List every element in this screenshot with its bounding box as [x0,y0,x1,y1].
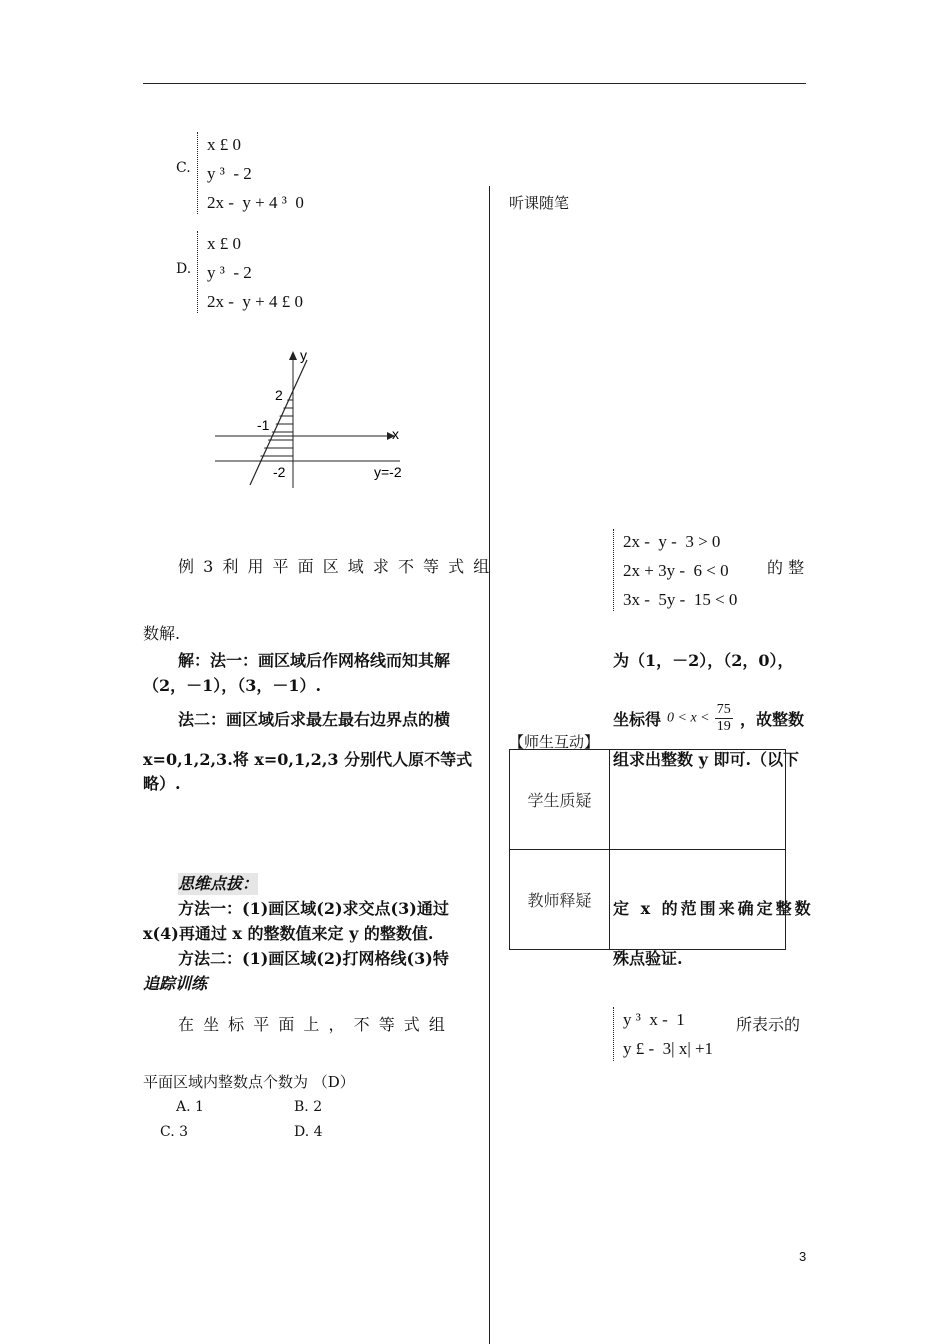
verify-line: 殊点验证. [613,949,683,968]
integer-line: 组求出整数 y 即可.（以下 [613,750,800,769]
system-line: x £ 0 [207,135,241,154]
line-label: y=-2 [374,464,402,480]
frac-left: 0 < x < [667,710,710,726]
fraction-expression [667,702,733,735]
page-number: 3 [799,1249,807,1264]
system-line: 2x - y + 4 £ 0 [207,292,303,311]
header-rule [143,83,806,84]
brace [197,132,204,214]
answer-c: C. 3 [160,1124,189,1140]
option-d-system [197,229,303,316]
system2-suffix: 所表示的 [736,1015,801,1034]
x-axis-label: x [392,426,399,442]
thinking-line: 方法一：(1)画区域(2)求交点(3)通过 [178,899,449,918]
option-c-system [197,130,304,217]
tick-label-minus-2: -2 [273,464,286,480]
answer-b: B. 2 [294,1099,323,1115]
coord-prefix: 坐标得 [613,710,662,729]
points-line: 为（1，－2），（2，0）， [613,651,794,670]
thinking-line: x(4)再通过 x 的整数值来定 y 的整数值. [143,924,434,943]
row-label-student-questions: 学生质疑 [510,750,610,850]
example-3-line: 数解. [143,624,181,643]
tick-label-2: 2 [275,387,283,403]
method2-line: x=0,1,2,3.将 x=0,1,2,3 分别代人原不等式 [143,750,473,769]
y-axis-label: y [300,347,307,363]
interaction-title: 【师生互动】 [509,733,600,751]
system-line: y ³ - 2 [207,164,252,183]
system-line: y ³ - 2 [207,263,252,282]
tick-label-minus-1: -1 [257,417,270,433]
thinking-title: 思维点拔： [178,874,259,893]
method2-line: 略）. [143,774,181,793]
tracking-title: 追踪训练 [143,974,208,993]
option-d-label: D. [176,261,192,277]
system-line: x £ 0 [207,234,241,253]
answer-a: A. 1 [176,1099,204,1115]
answer-d: D. 4 [294,1124,323,1140]
system-1 [613,527,737,614]
coord-suffix: ，故整数 [740,710,805,729]
column-divider [489,186,490,1344]
system-2 [613,1005,713,1063]
system-line: y ³ x - 1 [623,1010,685,1029]
system-line: 3x - 5y - 15 < 0 [623,590,738,609]
tracking-line: 平面区域内整数点个数为 （D） [143,1073,355,1091]
fraction [715,702,733,735]
brace [613,529,620,611]
notes-label: 听课随笔 [509,194,570,212]
y-axis-arrow [289,351,297,360]
determine-line: 定 x 的范围来确定整数 [613,899,814,918]
row-label-teacher-answers: 教师释疑 [510,850,610,950]
region-graph [205,340,420,490]
frac-denominator: 19 [716,719,731,734]
brace [197,231,204,313]
solution-line: （2，－1），（3，－1）. [143,676,322,695]
system-line: 2x - y + 4 ³ 0 [207,193,304,212]
tracking-line: 在 坐 标 平 面 上 ， 不 等 式 组 [178,1015,447,1034]
frac-numerator: 75 [716,702,731,717]
system-line: 2x + 3y - 6 < 0 [623,561,729,580]
system-line: y £ - 3| x| +1 [623,1039,714,1058]
option-c-label: C. [176,160,191,176]
brace [613,1007,620,1061]
example-3-line: 例 3 利 用 平 面 区 域 求 不 等 式 组 [178,557,492,576]
method2-line: 法二：画区域后求最左最右边界点的横 [178,710,451,729]
thinking-line: 方法二：(1)画区域(2)打网格线(3)特 [178,949,449,968]
system-line: 2x - y - 3 > 0 [623,532,721,551]
system1-suffix: 的 整 [767,558,805,577]
solution-line: 解：法一：画区域后作网格线而知其解 [178,651,451,670]
